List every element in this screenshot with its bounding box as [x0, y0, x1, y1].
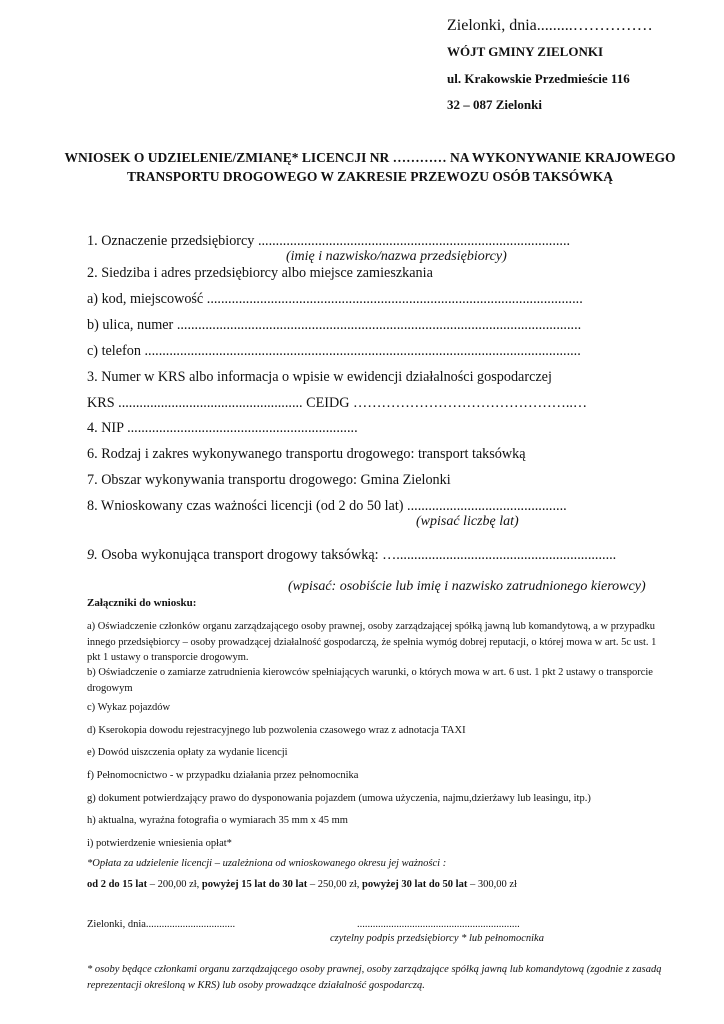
fee-tier-2-label: powyżej 15 lat do 30 lat — [201, 879, 308, 890]
field-postcode-city: a) kod, miejscowość .......................................................................................................... — [87, 291, 583, 307]
attachment-a: a) Oświadczenie członków organu zarządzającego osoby prawnej, osoby zarządzającej spółką jawną lub komandytową, a w przypadku innego przedsiębiorcy – osoby prowadzącej działalność gospodarczą, że spełnia wymóg dobrej reputacji, o której mowa w art. 5c ust. 1 pkt 1 ustawy o transporcie drogowym. — [87, 621, 657, 663]
field-entrepreneur-hint: (imię i nazwisko/nazwa przedsiębiorcy) — [286, 249, 507, 264]
field-nip: 4. NIP ................................................................. — [87, 420, 358, 436]
attachment-e: e) Dowód uiszczenia opłaty za wydanie licencji — [87, 747, 288, 758]
document-title: WNIOSEK O UDZIELENIE/ZMIANĘ* LICENCJI NR ………… NA WYKONYWANIE KRAJOWEGO TRANSPORTU DROGOWEGO W ZAKRESIE PRZEWOZU OSÓB TAKSÓWKĄ — [64, 150, 676, 184]
signature-line: .............................................................. — [357, 919, 520, 930]
attachments-heading: Załączniki do wniosku: — [87, 597, 197, 609]
field-registry: 3. Numer w KRS albo informacja o wpisie w ewidencji działalności gospodarczej — [87, 369, 552, 385]
field-transport-type: 6. Rodzaj i zakres wykonywanego transportu drogowego: transport taksówką — [87, 446, 526, 462]
fee-tier-3-label: powyżej 30 lat do 50 lat — [362, 879, 468, 890]
field-driver-hint: (wpisać: osobiście lub imię i nazwisko zatrudnionego kierowcy) — [288, 579, 646, 594]
field-driver — [87, 547, 616, 564]
field-phone: c) telefon ........................................................................................................................... — [87, 343, 581, 359]
date-line: Zielonki, dnia.........…………… — [447, 17, 653, 34]
field-krs-ceidg: KRS .................................................... CEIDG ………………………………………..… — [87, 395, 588, 411]
field-street: b) ulica, numer .................................................................................................................. — [87, 317, 582, 333]
addressee: WÓJT GMINY ZIELONKI — [447, 44, 604, 59]
fee-tier-3-value: – 300,00 zł — [467, 879, 517, 890]
attachment-g: g) dokument potwierdzający prawo do dysponowania pojazdem (umowa użyczenia, najmu,dzierżawy lub leasingu, itp.) — [87, 793, 591, 804]
address-postal: 32 – 087 Zielonki — [447, 97, 542, 112]
field-validity: 8. Wnioskowany czas ważności licencji (od 2 do 50 lat) ............................................. — [87, 498, 567, 514]
fee-tier-1-value: – 200,00 zł, — [147, 879, 202, 890]
fee-tier-1-label: od 2 do 15 lat — [87, 879, 148, 890]
field-area: 7. Obszar wykonywania transportu drogowego: Gmina Zielonki — [87, 472, 451, 488]
fee-note: *Opłata za udzielenie licencji – uzależniona od wnioskowanego okresu jej ważności : — [87, 858, 447, 869]
field-validity-hint: (wpisać liczbę lat) — [416, 514, 519, 529]
footnote: * osoby będące członkami organu zarządzającego osoby prawnej, osoby zarządzające spółką jawną lub komandytową (zgodnie z zasadą reprezentacji określoną w KRS) lub osoby prowadzące działalność gospodarczą. — [87, 964, 662, 991]
attachment-f: f) Pełnomocnictwo - w przypadku działania przez pełnomocnika — [87, 770, 359, 781]
fee-table — [87, 879, 517, 890]
attachment-c: c) Wykaz pojazdów — [87, 702, 171, 713]
attachment-i: i) potwierdzenie wniesienia opłat* — [87, 838, 232, 849]
field-seat-address: 2. Siedziba i adres przedsiębiorcy albo miejsce zamieszkania — [87, 265, 433, 281]
signature-caption: czytelny podpis przedsiębiorcy * lub pełnomocnika — [330, 933, 544, 944]
field-driver-text: Osoba wykonująca transport drogowy taksówką: ….............................................................. — [97, 547, 617, 563]
field-entrepreneur: 1. Oznaczenie przedsiębiorcy ........................................................................................ — [87, 233, 571, 249]
attachment-h: h) aktualna, wyraźna fotografia o wymiarach 35 mm x 45 mm — [87, 815, 348, 826]
fee-tier-2-value: – 250,00 zł, — [307, 879, 363, 890]
attachment-d: d) Kserokopia dowodu rejestracyjnego lub pozwolenia czasowego wraz z adnotacja TAXI — [87, 725, 466, 736]
attachment-b: b) Oświadczenie o zamiarze zatrudnienia kierowców spełniających warunki, o których mowa w art. 6 ust. 1 pkt 2 ustawy o transporcie drogowym — [87, 667, 653, 694]
field-driver-number: 9. — [87, 547, 98, 563]
address-street: ul. Krakowskie Przedmieście 116 — [447, 71, 630, 86]
signature-date: Zielonki, dnia.................................. — [87, 919, 236, 930]
